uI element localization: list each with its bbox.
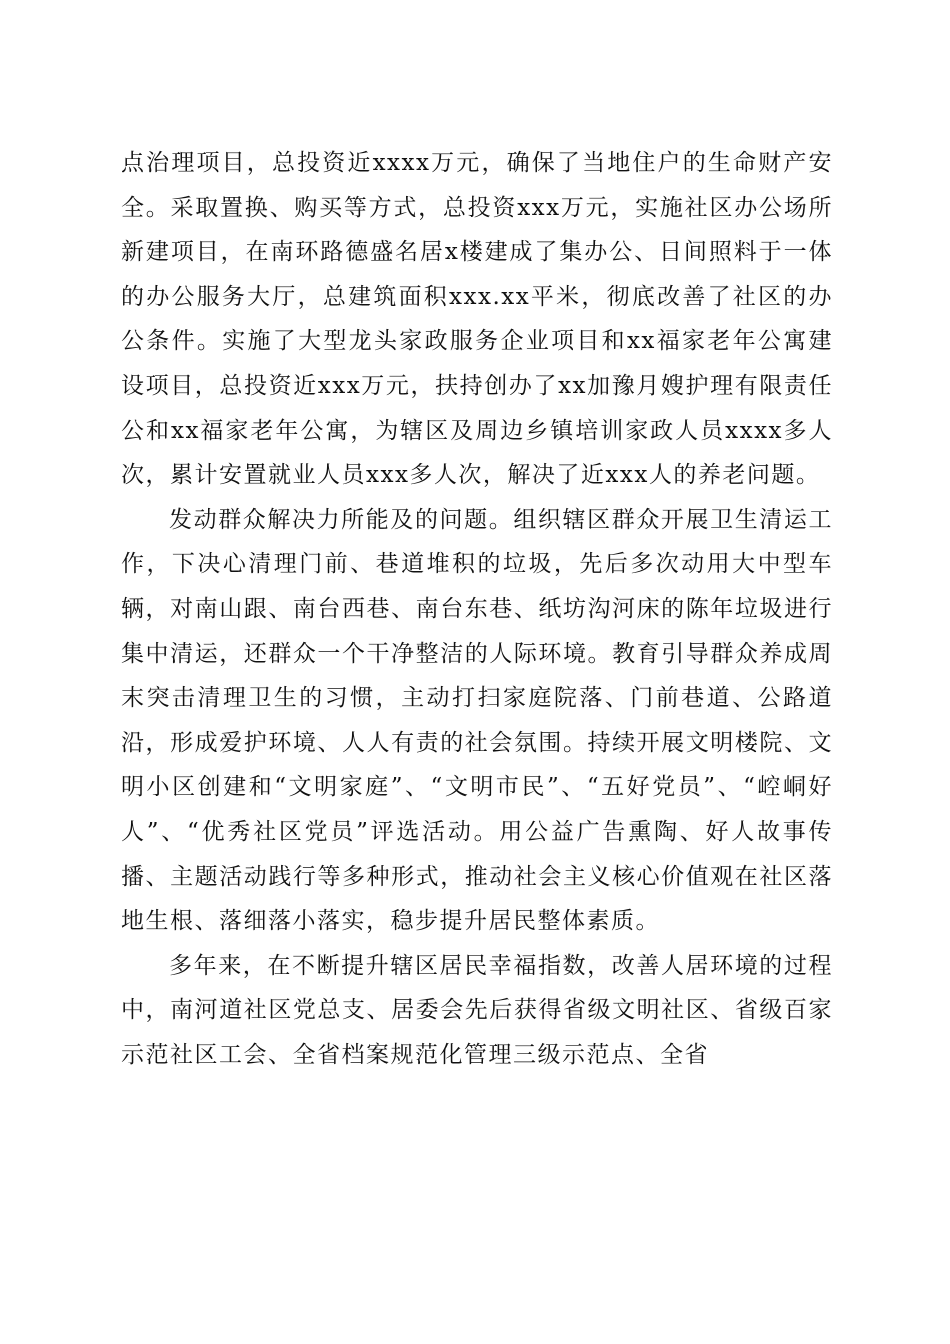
paragraph-project-investment: 点治理项目，总投资近xxxx万元，确保了当地住户的生命财产安全。采取置换、购买等方式，总投资xxx万元，实施社区办公场所新建项目，在南环路德盛名居x楼建成了集办公、日间照料于一体的办公服务大厅，总建筑面积xxx.xx平米，彻底改善了社区的办公条件。实施了大型龙头家政服务企业项目和xx福家老年公寓建设项目，总投资近xxx万元，扶持创办了xx加豫月嫂护理有限责任公和xx福家老年公寓，为辖区及周边乡镇培训家政人员xxxx多人次，累计安置就业人员xxx多人次，解决了近xxx人的养老问题。 [121, 150, 833, 489]
document-body [121, 141, 833, 1077]
paragraph-honors: 多年来，在不断提升辖区居民幸福指数，改善人居环境的过程中，南河道社区党总支、居委会先后获得省级文明社区、省级百家示范社区工会、全省档案规范化管理三级示范点、全省 [121, 952, 833, 1068]
paragraph-mobilize-masses: 发动群众解决力所能及的问题。组织辖区群众开展卫生清运工作，下决心清理门前、巷道堆积的垃圾，先后多次动用大中型车辆，对南山跟、南台西巷、南台东巷、纸坊沟河床的陈年垃圾进行集中清运，还群众一个干净整洁的人际环境。教育引导群众养成周末突击清理卫生的习惯，主动打扫家庭院落、门前巷道、公路道沿，形成爱护环境、人人有责的社会氛围。持续开展文明楼院、文明小区创建和“文明家庭”、“文明市民”、“五好党员”、“崆峒好人”、“优秀社区党员”评选活动。用公益广告熏陶、好人故事传播、主题活动践行等多种形式，推动社会主义核心价值观在社区落地生根、落细落小落实，稳步提升居民整体素质。 [121, 506, 833, 935]
